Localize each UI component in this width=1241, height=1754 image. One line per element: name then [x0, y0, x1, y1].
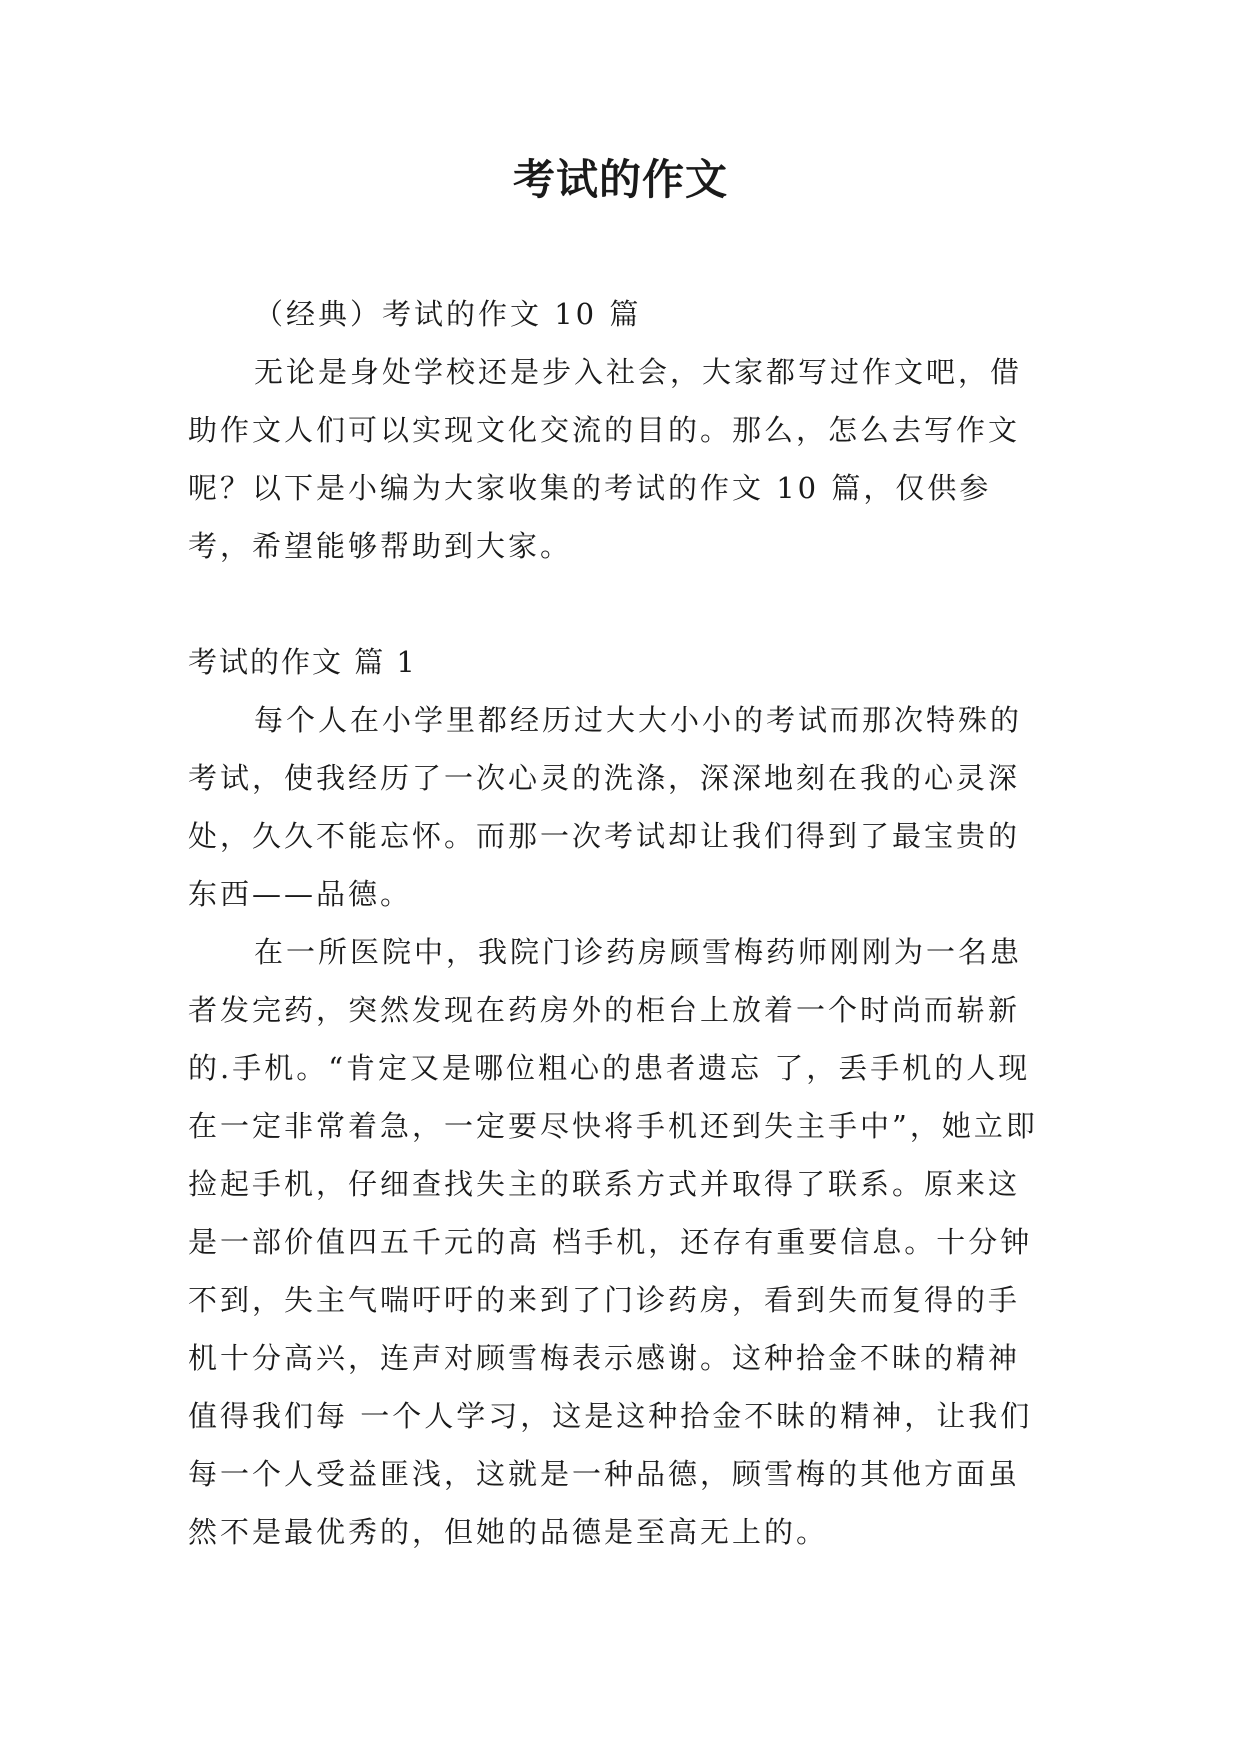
body-paragraph-1: 每个人在小学里都经历过大大小小的考试而那次特殊的考试，使我经历了一次心灵的洗涤，深深地刻在我的心灵深处，久久不能忘怀。而那一次考试却让我们得到了最宝贵的东西——品德。: [188, 703, 1023, 911]
intro-paragraph: 无论是身处学校还是步入社会，大家都写过作文吧，借助作文人们可以实现文化交流的目的。那么，怎么去写作文呢？以下是小编为大家收集的考试的作文 10 篇，仅供参考，希望能够帮助到大家。: [188, 355, 1023, 563]
section-heading: 考试的作文 篇 1: [188, 645, 417, 679]
document-title: 考试的作文: [512, 155, 728, 204]
body-paragraph-2: 在一所医院中，我院门诊药房顾雪梅药师刚刚为一名患者发完药，突然发现在药房外的柜台上放着一个时尚而崭新的.手机。“肯定又是哪位粗心的患者遗忘 了，丢手机的人现在一定非常着急，一定要尽快将手机还到失主手中”，她立即捡起手机，仔细查找失主的联系方式并取得了联系。原来这是一部价值四五千元的高 档手机，还存有重要信息。十分钟不到，失主气喘吁吁的来到了门诊药房，看到失而复得的手机十分高兴，连声对顾雪梅表示感谢。这种拾金不昧的精神值得我们每 一个人学习，这是这种拾金不昧的精神，让我们每一个人受益匪浅，这就是一种品德，顾雪梅的其他方面虽然不是最优秀的，但她的品德是至高无上的。: [188, 935, 1038, 1549]
section-spacer: [188, 575, 1048, 633]
document-subtitle: （经典）考试的作文 10 篇: [254, 297, 642, 331]
document-body: [188, 285, 1048, 1561]
